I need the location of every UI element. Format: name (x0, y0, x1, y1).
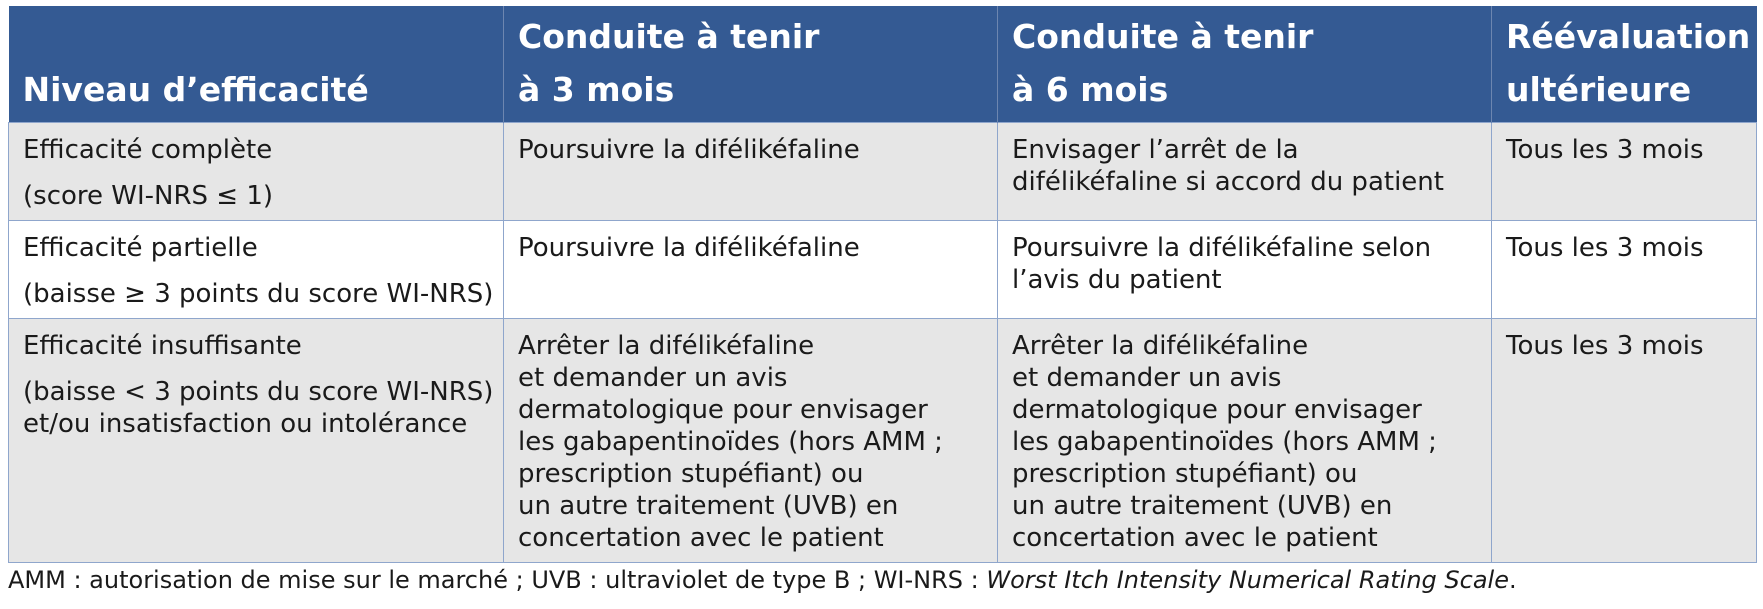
cell-line: prescription stupéfiant) ou (518, 459, 864, 489)
cell-efficacy-level (9, 221, 504, 319)
cell-line: et demander un avis (518, 363, 788, 393)
header-line: à 6 mois (1012, 70, 1169, 109)
cell-line: dermatologique pour envisager (1012, 395, 1422, 425)
header-3-months (504, 6, 998, 123)
cell-line: un autre traitement (UVB) en (1012, 491, 1393, 521)
footnote-end: . (1508, 566, 1517, 594)
cell-reevaluation (1492, 123, 1757, 221)
cell-3-months (504, 123, 998, 221)
header-line: Niveau d’efficacité (22, 70, 369, 109)
table-row (9, 123, 1757, 221)
efficacy-table (8, 6, 1757, 563)
level-detail: (baisse < 3 points du score WI-NRS) (23, 377, 494, 407)
cell-line: Poursuivre la difélikéfaline (518, 233, 860, 263)
cell-line: concertation avec le patient (1012, 523, 1378, 553)
cell-line: Tous les 3 mois (1506, 331, 1704, 361)
header-line: à 3 mois (518, 70, 675, 109)
footnote-italic: Worst Itch Intensity Numerical Rating Scale (986, 566, 1509, 594)
cell-line: Arrêter la difélikéfaline (1012, 331, 1309, 361)
cell-reevaluation (1492, 319, 1757, 563)
cell-line: Arrêter la difélikéfaline (518, 331, 815, 361)
cell-line: difélikéfaline si accord du patient (1012, 167, 1444, 197)
cell-efficacy-level (9, 123, 504, 221)
header-efficacy-level (9, 6, 504, 123)
cell-line: Poursuivre la difélikéfaline (518, 135, 860, 165)
cell-6-months (998, 319, 1492, 563)
cell-efficacy-level (9, 319, 504, 563)
level-title: Efficacité insuffisante (23, 331, 302, 361)
header-reevaluation (1492, 6, 1757, 123)
table-row (9, 221, 1757, 319)
level-detail: (baisse ≥ 3 points du score WI-NRS) (23, 279, 494, 309)
cell-line: prescription stupéfiant) ou (1012, 459, 1358, 489)
header-line: Conduite à tenir (518, 17, 820, 56)
cell-3-months (504, 221, 998, 319)
cell-6-months (998, 123, 1492, 221)
cell-line: concertation avec le patient (518, 523, 884, 553)
cell-6-months (998, 221, 1492, 319)
header-6-months (998, 6, 1492, 123)
cell-3-months (504, 319, 998, 563)
header-line: ultérieure (1506, 70, 1692, 109)
header-line: Réévaluation (1506, 17, 1751, 56)
cell-line: Tous les 3 mois (1506, 135, 1704, 165)
table-container (8, 6, 1756, 563)
cell-line: et demander un avis (1012, 363, 1282, 393)
cell-line: Envisager l’arrêt de la (1012, 135, 1299, 165)
cell-line: Tous les 3 mois (1506, 233, 1704, 263)
cell-line: l’avis du patient (1012, 265, 1222, 295)
cell-reevaluation (1492, 221, 1757, 319)
footnote-text: AMM : autorisation de mise sur le marché ; UVB : ultraviolet de type B ; WI-NRS : (8, 566, 987, 594)
cell-line: les gabapentinoïdes (hors AMM ; (1012, 427, 1437, 457)
level-detail: (score WI-NRS ≤ 1) (23, 181, 274, 211)
cell-line: Poursuivre la difélikéfaline selon (1012, 233, 1432, 263)
cell-line: dermatologique pour envisager (518, 395, 928, 425)
level-title: Efficacité partielle (23, 233, 258, 263)
cell-line: les gabapentinoïdes (hors AMM ; (518, 427, 943, 457)
cell-line: un autre traitement (UVB) en (518, 491, 899, 521)
footnote (8, 565, 1517, 595)
header-line: Conduite à tenir (1012, 17, 1314, 56)
header-row (9, 6, 1757, 123)
table-row (9, 319, 1757, 563)
level-title: Efficacité complète (23, 135, 273, 165)
level-detail: et/ou insatisfaction ou intolérance (23, 409, 468, 439)
